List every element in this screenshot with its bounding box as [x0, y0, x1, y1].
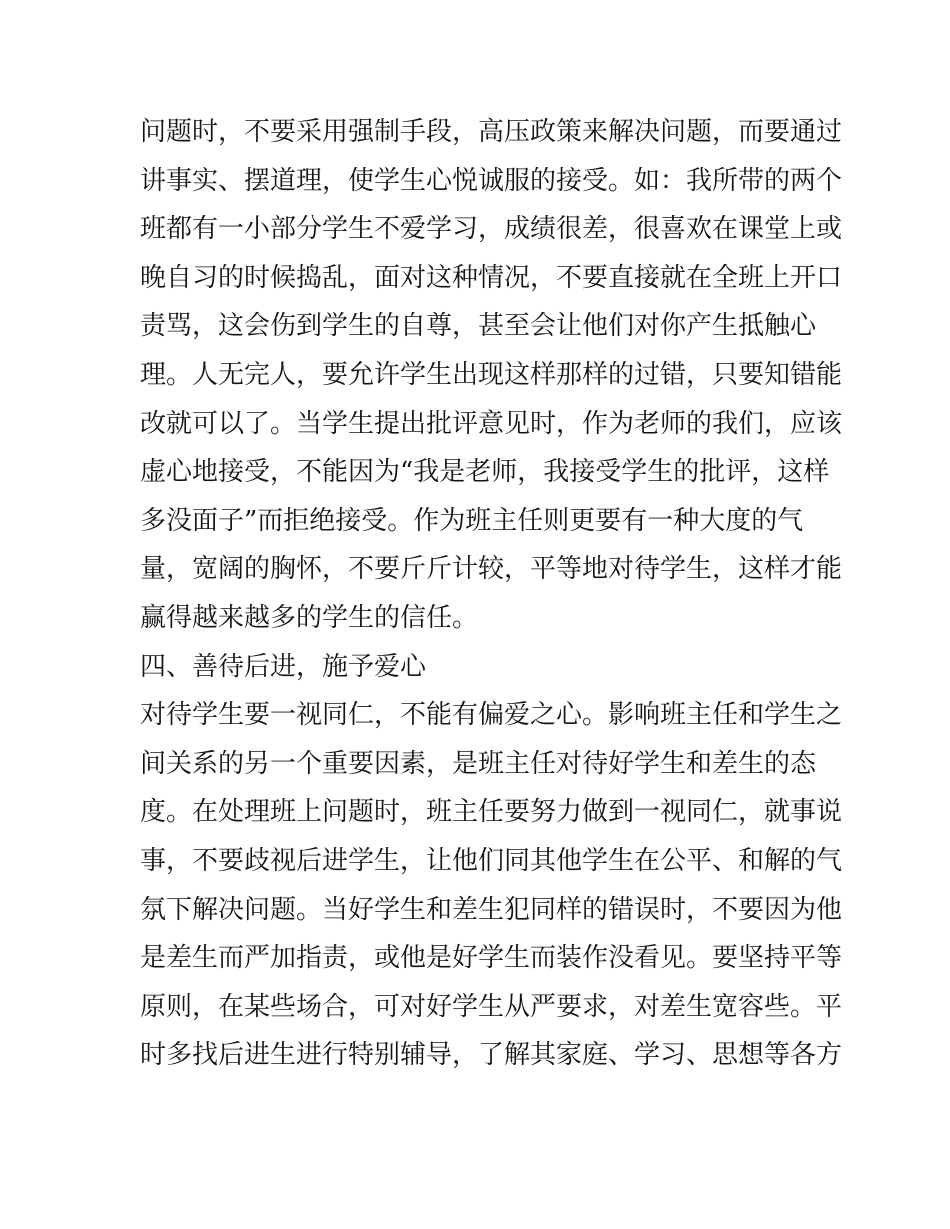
text-line: 事，不要歧视后进学生，让他们同其他学生在公平、和解的气 [140, 845, 843, 876]
body-text [140, 108, 843, 1080]
text-line: 讲事实、摆道理，使学生心悦诚服的接受。如：我所带的两个 [140, 165, 843, 196]
text-line: 责骂，这会伤到学生的自尊，甚至会让他们对你产生抵触心 [140, 311, 817, 342]
text-line: 多没面子”而拒绝接受。作为班主任则更要有一种大度的气 [140, 505, 804, 536]
text-line: 间关系的另一个重要因素，是班主任对待好学生和差生的态 [140, 748, 817, 779]
text-line: 度。在处理班上问题时，班主任要努力做到一视同仁，就事说 [140, 797, 843, 828]
text-line: 氛下解决问题。当好学生和差生犯同样的错误时，不要因为他 [140, 894, 843, 925]
text-line: 时多找后进生进行特别辅导，了解其家庭、学习、思想等各方 [140, 1040, 843, 1071]
text-line: 班都有一小部分学生不爱学习，成绩很差，很喜欢在课堂上或 [140, 214, 843, 245]
text-line: 赢得越来越多的学生的信任。 [140, 602, 479, 633]
text-line: 改就可以了。当学生提出批评意见时，作为老师的我们，应该 [140, 408, 843, 439]
text-line: 是差生而严加指责，或他是好学生而装作没看见。要坚持平等 [140, 943, 843, 974]
text-line: 虚心地接受，不能因为“我是老师，我接受学生的批评，这样 [140, 457, 830, 488]
text-line: 理。人无完人，要允许学生出现这样那样的过错，只要知错能 [140, 359, 843, 390]
text-line: 对待学生要一视同仁，不能有偏爱之心。影响班主任和学生之 [140, 700, 843, 731]
text-line: 问题时，不要采用强制手段，高压政策来解决问题，而要通过 [140, 117, 843, 147]
text-line: 晚自习的时候捣乱，面对这种情况，不要直接就在全班上开口 [140, 262, 843, 293]
text-line: 量，宽阔的胸怀，不要斤斤计较，平等地对待学生，这样才能 [140, 554, 843, 585]
text-line: 原则，在某些场合，可对好学生从严要求，对差生宽容些。平 [140, 991, 843, 1022]
section-heading: 四、善待后进，施予爱心 [140, 651, 427, 682]
